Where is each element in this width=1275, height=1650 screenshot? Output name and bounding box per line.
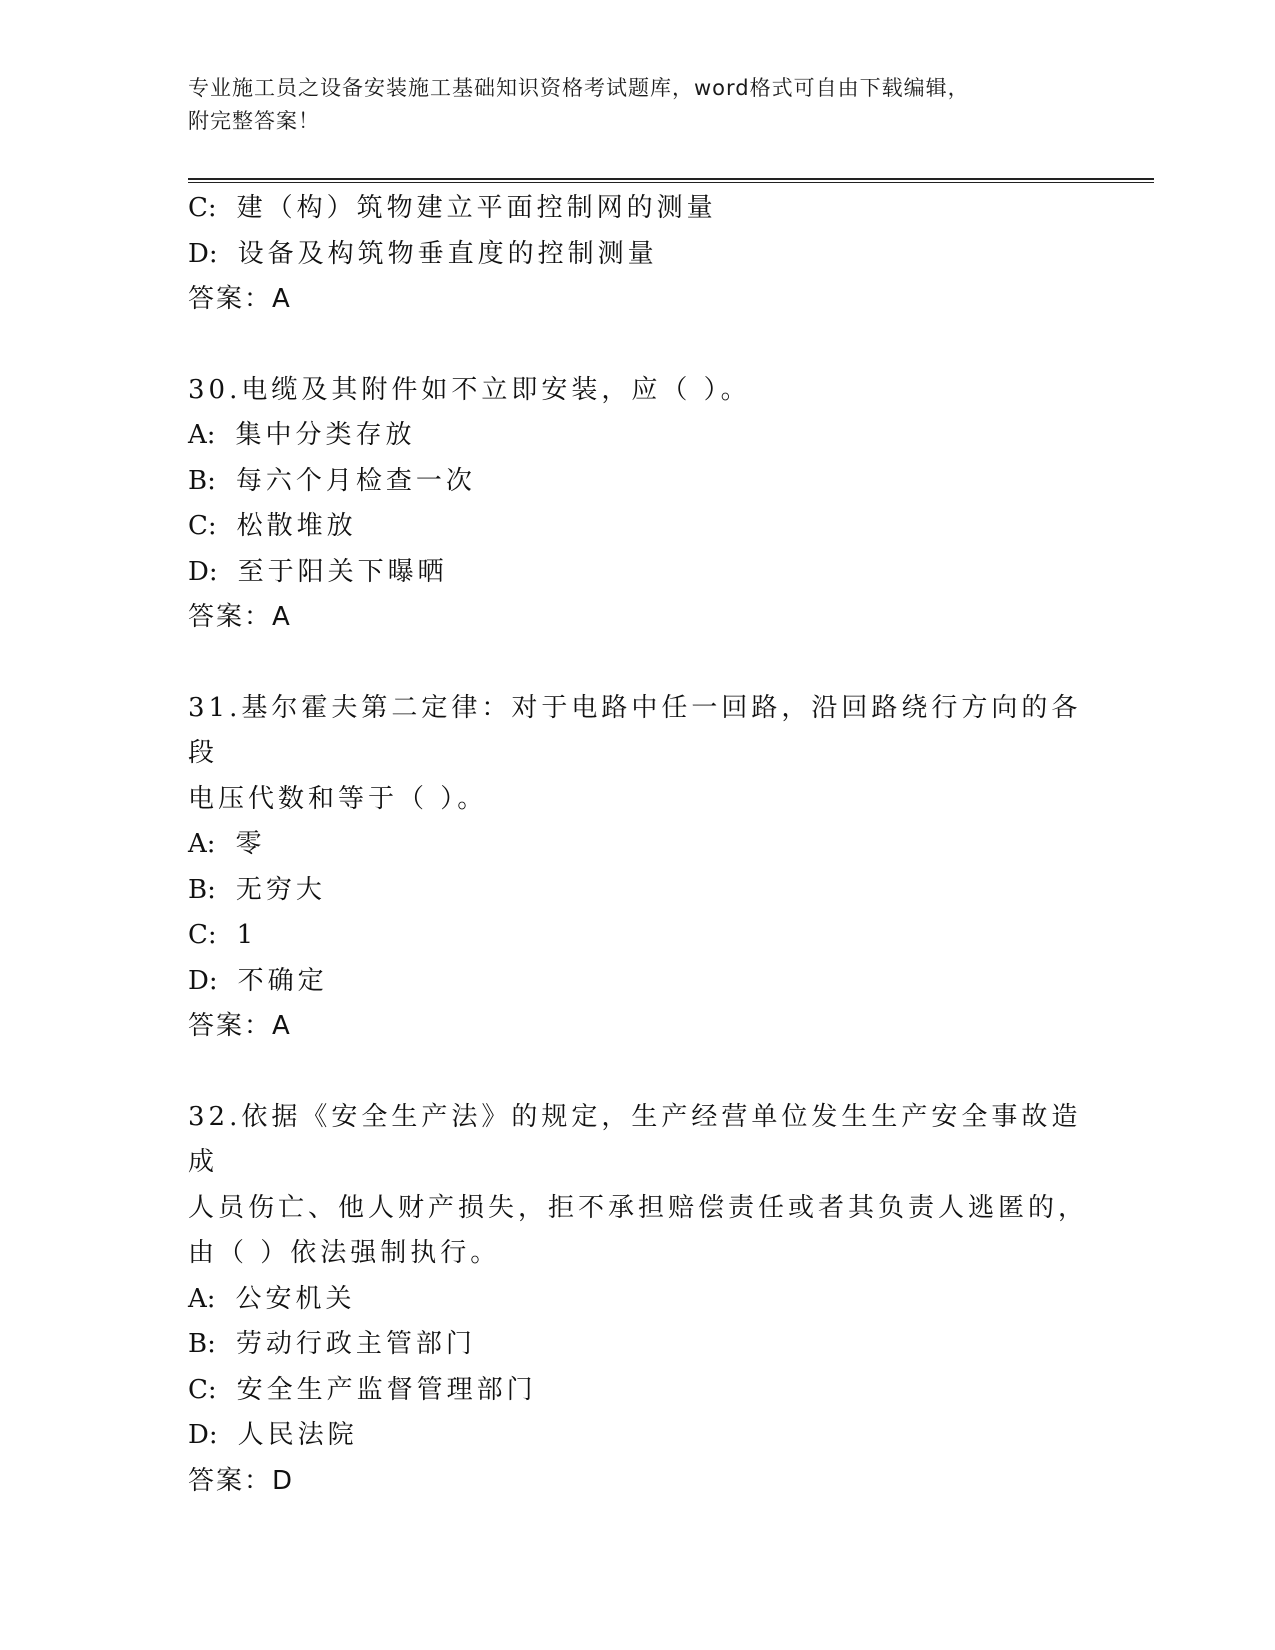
option-c <box>188 186 1088 232</box>
option-text: 集中分类存放 <box>235 420 416 450</box>
answer-line <box>188 1004 1088 1050</box>
option-text: 松散堆放 <box>236 511 357 541</box>
option-a <box>188 822 1088 868</box>
option-letter: B: <box>188 1329 216 1359</box>
option-a <box>188 1277 1088 1323</box>
answer-label: 答案： <box>188 1011 273 1041</box>
option-text: 建（构）筑物建立平面控制网的测量 <box>236 193 717 223</box>
answer-value: D <box>272 1465 294 1496</box>
option-text: 劳动行政主管部门 <box>235 1329 476 1359</box>
option-d <box>188 959 1088 1005</box>
option-b <box>188 1322 1088 1368</box>
option-text: 每六个月检查一次 <box>235 465 476 496</box>
question-text: 30.电缆及其附件如不立即安装，应（ ）。 <box>188 374 751 405</box>
option-letter: D: <box>188 238 218 269</box>
question-text: 电压代数和等于（ ）。 <box>188 783 488 814</box>
option-c <box>188 1368 1088 1414</box>
option-text: 公安机关 <box>235 1283 356 1314</box>
question-text: 由（ ）依法强制执行。 <box>188 1238 501 1268</box>
option-letter: C: <box>188 1374 217 1405</box>
question-text: 32.依据《安全生产法》的规定，生产经营单位发生生产安全事故造成 <box>188 1101 1082 1177</box>
option-letter: C: <box>188 920 217 950</box>
option-a <box>188 413 1088 459</box>
option-b <box>188 459 1088 505</box>
option-text: 零 <box>235 829 266 859</box>
option-letter: C: <box>188 193 217 223</box>
option-d <box>188 232 1088 278</box>
answer-label: 答案： <box>188 1465 273 1496</box>
option-letter: D: <box>188 556 218 587</box>
question-text: 人员伤亡、他人财产损失，拒不承担赔偿责任或者其负责人逃匿的， <box>188 1192 1089 1223</box>
answer-line <box>188 1459 1088 1505</box>
question-32 <box>188 1095 1088 1505</box>
option-text: 无穷大 <box>235 874 326 905</box>
option-text: 1 <box>236 920 258 950</box>
option-text: 设备及构筑物垂直度的控制测量 <box>237 238 658 269</box>
header-line-2: 附完整答案！ <box>188 109 320 133</box>
option-text: 不确定 <box>237 965 328 996</box>
question-30 <box>188 368 1088 641</box>
question-fragment <box>188 186 1088 323</box>
option-letter: A: <box>188 829 216 859</box>
option-d <box>188 1413 1088 1459</box>
option-letter: B: <box>188 874 216 905</box>
answer-label: 答案： <box>188 602 273 632</box>
option-letter: A: <box>188 420 216 450</box>
option-letter: A: <box>188 1283 216 1314</box>
answer-value: A <box>272 602 291 632</box>
option-letter: B: <box>188 465 216 496</box>
answer-label: 答案： <box>188 284 273 314</box>
document-header <box>188 72 1068 138</box>
answer-line <box>188 595 1088 641</box>
option-text: 人民法院 <box>237 1420 358 1450</box>
option-c <box>188 913 1088 959</box>
answer-line <box>188 277 1088 323</box>
question-list <box>188 186 1088 1504</box>
option-letter: C: <box>188 511 217 541</box>
header-divider <box>188 178 1154 183</box>
option-b <box>188 868 1088 914</box>
option-letter: D: <box>188 1420 218 1450</box>
question-text: 31.基尔霍夫第二定律：对于电路中任一回路，沿回路绕行方向的各段 <box>188 692 1082 768</box>
answer-value: A <box>272 1011 291 1041</box>
option-letter: D: <box>188 965 218 996</box>
question-31 <box>188 686 1088 1050</box>
option-text: 安全生产监督管理部门 <box>236 1374 537 1405</box>
option-text: 至于阳关下曝晒 <box>237 556 448 587</box>
option-d <box>188 550 1088 596</box>
header-line-1: 专业施工员之设备安装施工基础知识资格考试题库，word格式可自由下载编辑， <box>188 76 970 100</box>
option-c <box>188 504 1088 550</box>
answer-value: A <box>272 284 291 314</box>
